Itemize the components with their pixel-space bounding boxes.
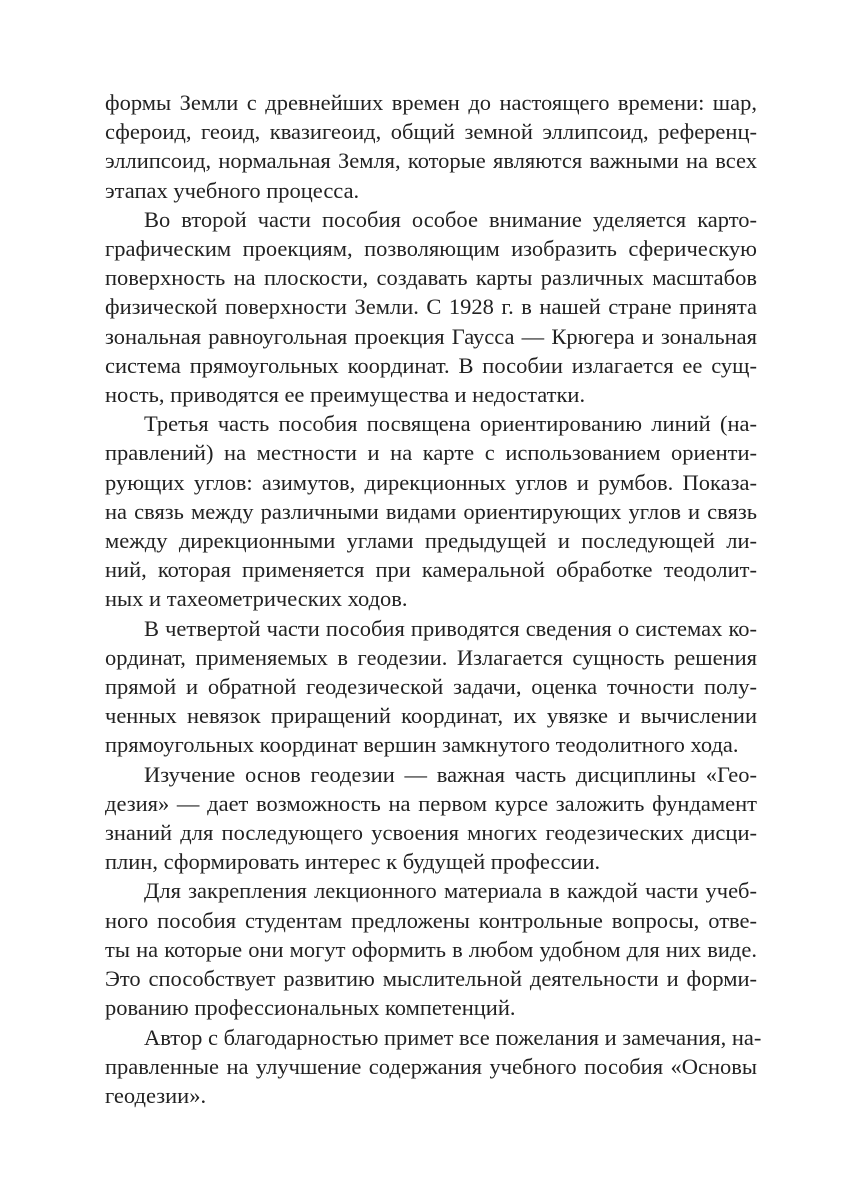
text-line: ты на которые они могут оформить в любом удобном для них виде. (105, 936, 757, 962)
text-line: эллипсоид, нормальная Земля, которые являются важными на всех (105, 148, 757, 174)
text-line: ординат, применяемых в геодезии. Излагается сущность решения (105, 644, 757, 670)
text-line: В четвертой части пособия приводятся сведения о системах ко- (144, 615, 757, 641)
paragraph-part-four (105, 614, 757, 760)
text-line: этапах учебного процесса. (105, 177, 360, 203)
paragraph-part-two (105, 205, 757, 409)
text-line: плин, сформировать интерес к будущей профессии. (105, 849, 601, 875)
text-line: графическим проекциям, позволяющим изобразить сферическую (105, 236, 757, 262)
text-line: ченных невязок приращений координат, их увязке и вычислении (105, 703, 757, 729)
paragraph-author-note (105, 1023, 762, 1111)
text-line: Третья часть пособия посвящена ориентированию линий (на- (144, 411, 757, 437)
text-line: правлений) на местности и на карте с использованием ориенти- (105, 440, 757, 466)
text-line: Для закрепления лекционного материала в каждой части учеб- (144, 878, 757, 904)
text-line: зональная равноугольная проекция Гаусса — Крюгера и зональная (105, 323, 757, 349)
text-line: рованию профессиональных компетенций. (105, 995, 516, 1021)
text-line: Во второй части пособия особое внимание уделяется карто- (144, 206, 757, 232)
text-line: ного пособия студентам предложены контрольные вопросы, отве- (105, 907, 757, 933)
text-line: между дирекционными углами предыдущей и последующей ли- (105, 528, 757, 554)
text-line: знаний для последующего усвоения многих геодезических дисци- (105, 820, 757, 846)
text-line: ность, приводятся ее преимущества и недостатки. (105, 382, 586, 408)
text-line: Автор с благодарностью примет все пожелания и замечания, на- (144, 1024, 762, 1050)
text-line: на связь между различными видами ориентирующих углов и связь (105, 498, 757, 524)
text-line: поверхность на плоскости, создавать карты различных масштабов (105, 265, 757, 291)
paragraph-control-questions (105, 876, 757, 1022)
text-line: рующих углов: азимутов, дирекционных углов и румбов. Показа- (105, 469, 757, 495)
text-line: прямой и обратной геодезической задачи, оценка точности полу- (105, 674, 757, 700)
text-line: геодезии». (105, 1082, 207, 1108)
text-line: ных и тахеометрических ходов. (105, 586, 408, 612)
text-line: правленные на улучшение содержания учебного пособия «Основы (105, 1053, 757, 1079)
document-page (105, 88, 762, 1110)
text-line: дезия» — дает возможность на первом курсе заложить фундамент (105, 790, 757, 816)
text-line: прямоугольных координат вершин замкнутого теодолитного хода. (105, 732, 739, 758)
text-line: физической поверхности Земли. С 1928 г. в нашей стране принята (105, 294, 757, 320)
paragraph-intro-continuation (105, 88, 757, 205)
text-line: система прямоугольных координат. В пособии излагается ее сущ- (105, 352, 757, 378)
text-line: ний, которая применяется при камеральной обработке теодолит- (105, 557, 757, 583)
paragraph-part-three (105, 409, 757, 613)
text-line: формы Земли с древнейших времен до настоящего времени: шар, (105, 90, 757, 115)
text-line: Это способствует развитию мыслительной деятельности и форми- (105, 966, 757, 992)
text-line: сфероид, геоид, квазигеоид, общий земной эллипсоид, референц- (105, 119, 757, 145)
text-line: Изучение основ геодезии — важная часть дисциплины «Гео- (144, 761, 757, 787)
paragraph-geodesy-study (105, 760, 757, 877)
